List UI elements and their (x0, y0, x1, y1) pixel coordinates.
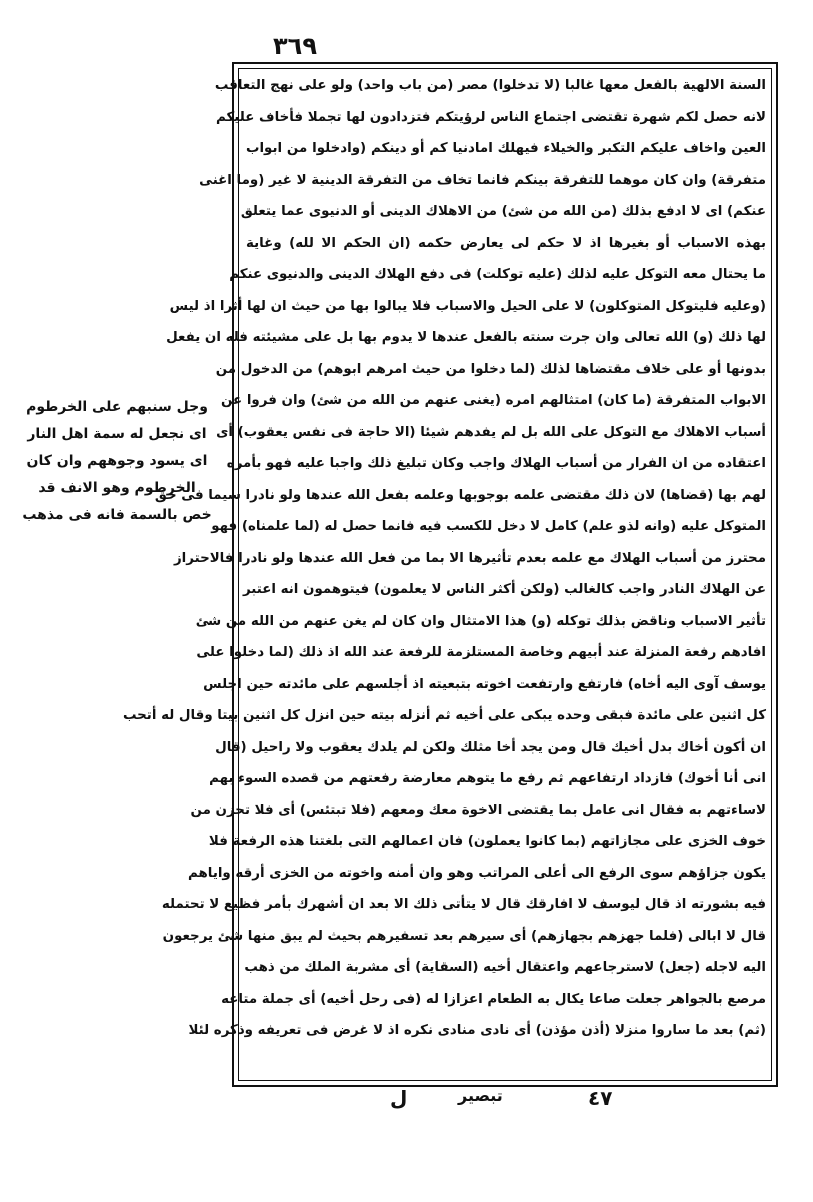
text-line: عنكم) اى لا ادفع بذلك (من الله من شئ) من الاهلاك الدينى أو الدنيوى عما يتعلق (240, 204, 766, 219)
text-line: مرصع بالجواهر جعلت صاعا يكال به الطعام اعزازا له (فى رحل أخيه) أى جملة متاعه (221, 991, 766, 1007)
text-line: خوف الخزى على مجازاتهم (بما كانوا يعملون) فان اعمالهم التى بلغتنا هذه الرفعة فلا (208, 834, 766, 849)
signature-letter: ل (390, 1086, 408, 1110)
text-line: يوسف آوى اليه أخاه) فارتفع وارتفعت اخوته بتبعيته اذ أجلسهم على مائدته حين اجلس (203, 676, 766, 692)
text-line: بدونها أو على خلاف مقتضاها لذلك (لما دخلوا من حيث امرهم ابوهم) من الدخول من (215, 361, 766, 377)
marginal-note-line: اى يسود وجوههم وان كان (26, 453, 208, 469)
text-line: (وعليه فليتوكل المتوكلون) لا على الحيل والاسباب فلا يبالوا بها من حيث ان لها أثرا اذ ليس (169, 298, 766, 314)
text-line: (ثم) بعد ما ساروا منزلا (أذن مؤذن) أى نادى منادى نكره اذ لا غرض فى تعريفه وذكره لئلا (188, 1023, 766, 1038)
text-line: ما يحتال معه التوكل عليه لذلك (عليه توكلت) فى دفع الهلاك الدينى والدنيوى عنكم (229, 267, 766, 282)
text-line: انى أنا أخوك) فازداد ارتفاعهم ثم رفع ما يتوهم معارضة رفعتهم من قصده السوء بهم (209, 771, 766, 786)
text-line: عن الهلاك النادر واجب كالغالب (ولكن أكثر الناس لا يعلمون) فيتوهمون انه اعتبر (242, 582, 766, 597)
text-line: محترز من أسباب الهلاك مع علمه بعدم تأثيرها الا بما من فعل الله عندها ولو نادرا فالاحتراز (173, 550, 766, 566)
text-line: أسباب الاهلاك مع التوكل على الله بل لم يفدهم شيئا (الا حاجة فى نفس يعقوب) أى (216, 424, 766, 440)
text-line: اليه لاجله (جعل) لاسترجاعهم واعتقال أخيه (السقاية) أى مشربة الملك من ذهب (244, 960, 766, 975)
main-text-block (122, 70, 766, 1078)
text-line: بهذه الاسباب أو بغيرها اذ لا حكم لى يعارض حكمه (ان الحكم الا لله) وغاية (246, 235, 766, 251)
text-line: كل اثنين على مائدة فبقى وحده يبكى على أخيه ثم أنزله بيته حين انزل كل اثنين بيتا وقال له أتحب (122, 708, 766, 723)
text-line: افادهم رفعة المنزلة عند أبيهم وخاصة المستلزمة للرفعة عند الله اذ ذلك (لما دخلوا على (196, 645, 766, 660)
text-line: لاساءتهم به فقال انى عامل بما يقتضى الاخوة معك ومعهم (فلا تبتئس) أى فلا تحزن من (190, 802, 766, 818)
text-line: المتوكل عليه (وانه لذو علم) كامل لا دخل للكسب فيه فانما حصل له (لما علمناه) فهو (211, 519, 766, 534)
text-line: فيه بشورته اذ قال ليوسف لا افارقك قال لا يتأتى ذلك الا بعد ان أشهرك بأمر فظيع لا تحتمله (161, 897, 766, 912)
page-number: ٣٦٩ (273, 32, 317, 60)
text-line: يكون جزاؤهم سوى الرفع الى أعلى المراتب وهو وان أمنه واخوته من الخزى أرقه واياهم (188, 865, 766, 881)
text-line: لها ذلك (و) الله تعالى وان جرت سنته بالفعل عندها لا يدوم بها بل على مشيئته فله ان يفعل (166, 330, 766, 345)
text-line: متفرقة) وان كان موهما للتفرقة بينكم فانما تخاف من التفرقة الدينية لا غير (وما اغنى (199, 172, 766, 188)
marginal-note-line: الخرطوم وهو الانف قد (38, 480, 196, 496)
marginal-note-line: اى نجعل له سمة اهل النار (27, 426, 207, 442)
signature-title: تبصير (458, 1086, 503, 1105)
marginal-note-line: خص بالسمة فانه فى مذهب (22, 507, 212, 523)
text-line: تأثير الاسباب وناقض بذلك توكله (و) هذا الامتثال وان كان لم يغن عنهم من الله من شئ (195, 613, 766, 629)
text-line: العين واخاف عليكم التكبر والخيلاء فيهلك امادنيا كم أو دينكم (وادخلوا من ابواب (246, 141, 766, 156)
signature-number: ٤٧ (588, 1086, 613, 1110)
text-line: ان أكون أخاك بدل أخيك قال ومن يجد أخا مثلك ولكن لم يلدك يعقوب ولا راحيل (قال (215, 739, 766, 755)
marginal-note (12, 394, 222, 529)
marginal-note-line: وجل سنبهم على الخرطوم (26, 399, 208, 415)
text-line: لهم بها (قضاها) لان ذلك مقتضى علمه بوجوبها وعلمه بفعل الله عندها ولو نادرا سيما فى حق (154, 487, 766, 503)
text-line: الابواب المتفرقة (ما كان) امتثالهم امره (يغنى عنهم من الله من شئ) وان فروا عن (220, 393, 766, 408)
text-line: لانه حصل لكم شهرة تقتضى اجتماع الناس لرؤيتكم فتزدادون لها تجملا فأخاف عليكم (216, 109, 766, 125)
text-line: اعتقاده من ان الفرار من أسباب الهلاك واجب وكان تبليغ ذلك واجبا عليه فهو بأمره (226, 456, 766, 471)
text-line: قال لا ابالى (فلما جهزهم بجهازهم) أى سيرهم بعد تسفيرهم بحيث لم يبق منها شئ يرجعون (162, 928, 766, 944)
text-line: السنة الالهية بالفعل معها غالبا (لا تدخلوا) مصر (من باب واحد) ولو على نهج التعاقب (214, 78, 766, 93)
